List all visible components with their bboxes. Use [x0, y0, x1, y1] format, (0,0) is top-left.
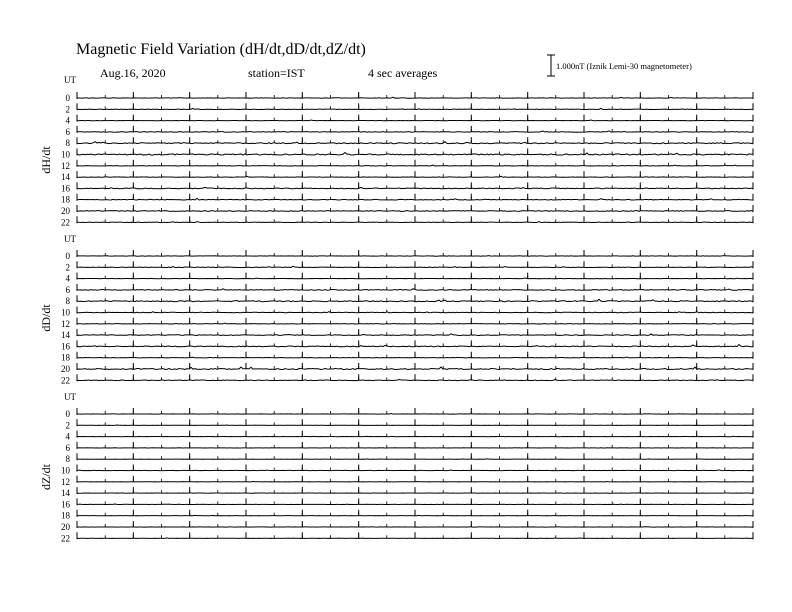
- trace-row: [61, 510, 753, 521]
- trace-row: [66, 92, 754, 103]
- trace-row: [66, 295, 754, 306]
- hour-label: 10: [61, 307, 70, 318]
- trace-row: [66, 419, 754, 430]
- trace-row: [61, 532, 753, 543]
- trace-row: [61, 487, 753, 498]
- trace-row: [61, 182, 753, 193]
- panel-dd-dt: [39, 234, 753, 385]
- trace-row: [61, 171, 753, 182]
- hour-label: 6: [65, 284, 70, 295]
- hour-label: 20: [61, 364, 70, 374]
- hour-label: 0: [65, 251, 70, 261]
- trace-row: [61, 318, 753, 329]
- hour-label: 12: [61, 476, 70, 487]
- hour-label: 2: [65, 420, 70, 431]
- hour-label: 10: [61, 149, 70, 160]
- trace-row: [61, 216, 753, 227]
- trace-row: [61, 194, 753, 205]
- hour-label: 8: [65, 454, 70, 465]
- panel-axis-label: dD/dt: [39, 304, 53, 332]
- trace-row: [61, 476, 753, 487]
- hour-label: 8: [65, 296, 70, 307]
- trace-row: [61, 521, 753, 532]
- hour-label: 16: [61, 499, 70, 510]
- hour-label: 22: [61, 375, 70, 386]
- trace-row: [66, 284, 754, 295]
- hour-label: 14: [61, 488, 70, 499]
- hour-label: 12: [61, 318, 70, 329]
- ut-label: UT: [64, 75, 76, 85]
- trace-row: [61, 340, 753, 351]
- trace-row: [61, 329, 753, 340]
- trace-row: [61, 465, 753, 476]
- trace-row: [61, 498, 753, 509]
- chart-date: Aug.16, 2020: [100, 66, 166, 80]
- trace-row: [66, 126, 754, 137]
- trace-row: [66, 250, 754, 261]
- trace-row: [61, 374, 753, 385]
- trace-row: [61, 205, 753, 216]
- hour-label: 8: [65, 138, 70, 149]
- hour-label: 22: [61, 217, 70, 228]
- trace-row: [66, 103, 754, 114]
- hour-label: 0: [65, 93, 70, 103]
- hour-label: 4: [65, 431, 70, 442]
- hour-label: 16: [61, 341, 70, 352]
- hour-label: 18: [61, 510, 70, 521]
- panel-dz-dt: [39, 392, 753, 543]
- scale-bar-label: 1.000nT (Iznik Lemi-30 magnetometer): [556, 61, 692, 71]
- hour-label: 14: [61, 330, 70, 341]
- chart-averaging: 4 sec averages: [368, 66, 438, 80]
- trace-row: [66, 273, 754, 284]
- trace-row: [61, 160, 753, 171]
- panel-axis-label: dH/dt: [39, 146, 53, 174]
- hour-label: 4: [65, 115, 70, 126]
- trace-row: [66, 115, 754, 126]
- trace-row: [66, 408, 754, 419]
- trace-row: [66, 431, 754, 442]
- panels: [39, 75, 753, 543]
- trace-row: [66, 261, 754, 272]
- hour-label: 6: [65, 442, 70, 453]
- trace-row: [61, 363, 753, 374]
- trace-row: [66, 453, 754, 464]
- hour-label: 14: [61, 172, 70, 183]
- chart-station: station=IST: [248, 66, 305, 80]
- hour-label: 2: [65, 262, 70, 273]
- trace-row: [61, 307, 753, 318]
- hour-label: 0: [65, 409, 70, 419]
- ut-label: UT: [64, 234, 76, 244]
- hour-label: 6: [65, 126, 70, 137]
- hour-label: 16: [61, 183, 70, 194]
- hour-label: 12: [61, 160, 70, 171]
- trace-row: [61, 352, 753, 363]
- hour-label: 20: [61, 522, 70, 532]
- trace-row: [66, 137, 754, 148]
- hour-label: 22: [61, 533, 70, 544]
- panel-axis-label: dZ/dt: [39, 464, 53, 490]
- panel-dh-dt: [39, 75, 753, 227]
- ut-label: UT: [64, 392, 76, 402]
- chart-title: Magnetic Field Variation (dH/dt,dD/dt,dZ/dt): [76, 41, 366, 58]
- trace-row: [61, 149, 753, 160]
- hour-label: 10: [61, 465, 70, 476]
- hour-label: 4: [65, 273, 70, 284]
- hour-label: 2: [65, 104, 70, 115]
- hour-label: 18: [61, 352, 70, 363]
- hour-label: 18: [61, 194, 70, 205]
- scale-bar: [547, 55, 692, 76]
- trace-row: [66, 442, 754, 453]
- hour-label: 20: [61, 206, 70, 216]
